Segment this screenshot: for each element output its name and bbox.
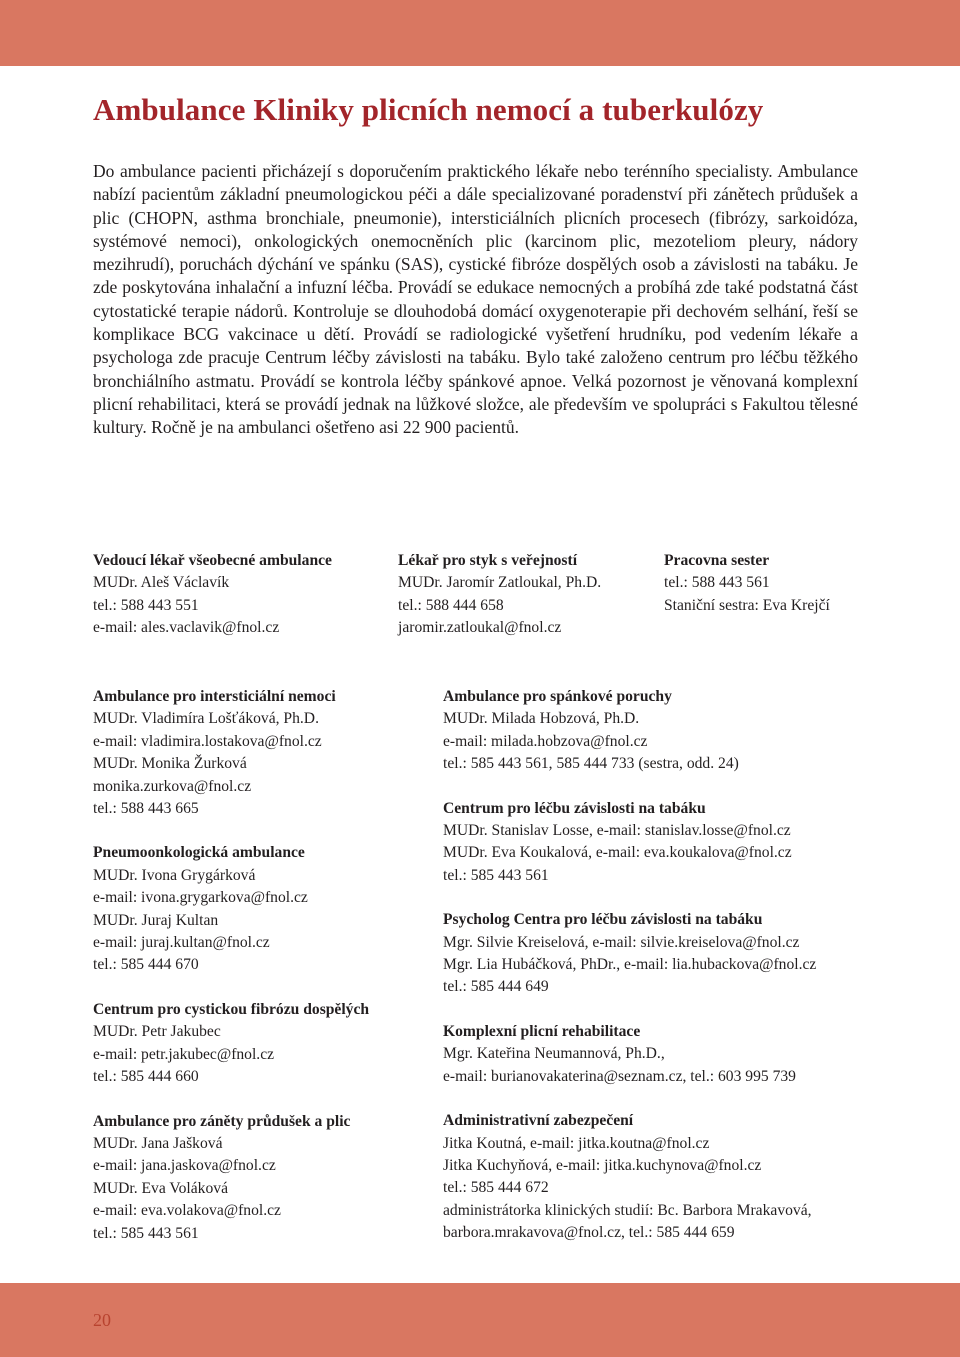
section-heading: Pneumoonkologická ambulance bbox=[93, 844, 305, 862]
page-title: Ambulance Kliniky plicních nemocí a tuberkulózy bbox=[93, 92, 764, 127]
contact-line: tel.: 585 444 660 bbox=[93, 1068, 199, 1086]
contact-name: MUDr. Jaromír Zatloukal, Ph.D. bbox=[398, 574, 602, 592]
section-admin bbox=[443, 1110, 816, 1244]
contact-line: MUDr. Juraj Kultan bbox=[93, 911, 219, 929]
contact-line: Jitka Koutná, e-mail: jitka.koutna@fnol.cz bbox=[443, 1134, 710, 1152]
right-column bbox=[443, 686, 816, 1267]
contact-press-physician bbox=[398, 550, 601, 640]
contact-name: Staniční sestra: Eva Krejčí bbox=[664, 596, 830, 614]
contact-phone: tel.: 588 443 551 bbox=[93, 596, 199, 614]
section-oncology bbox=[93, 842, 369, 976]
section-heading: Ambulance pro intersticiální nemoci bbox=[93, 688, 336, 705]
contact-line: e-mail: ivona.grygarkova@fnol.cz bbox=[93, 889, 308, 907]
contact-line: MUDr. Ivona Grygárková bbox=[93, 866, 256, 884]
contact-line: MUDr. Eva Koukalová, e-mail: eva.koukalova@fnol.cz bbox=[443, 844, 792, 862]
intro-paragraph: Do ambulance pacienti přicházejí s doporučením praktického lékaře nebo terénního specialisty. Ambulance nabízí pacientům základní pneumologickou péči a dále specializované poradenství při zánětech průdušek a plic (CHOPN, asthma bronchiale, pneumonie), intersticiálních plicních procesech (fibrózy, sarkoidóza, systémové nemoci), onkologických onemocněních plic (karcinom plic, mezoteliom pleury, nádory mezihrudí), poruchách dýchání ve spánku (SAS), cystické fibróze dospělých osob a závislosti na tabáku. Je zde poskytována inhalační a infuzní léčba. Provádí se edukace nemocných a probíhá zde také podstatná část cytostatické terapie nádorů. Kontroluje se dlouhodobá domácí oxygenoterapie při dechovém selhání, řeší se komplikace BCG vakcinace u dětí. Provádí se radiologické vyšetření hrudníku, pod vedením lékaře a psychologa zde pracuje Centrum léčby závislosti na tabáku. Bylo také založeno centrum pro léčbu těžkého bronchiálního astmatu. Provádí se kontrola léčby spánkové apnoe. Velká pozornost je věnovaná komplexní plicní rehabilitaci, která se provádí jednak na lůžkové složce, ale především ve spolupráci s Fakultou tělesné kultury. Ročně je na ambulanci ošetřeno asi 22 900 pacientů. bbox=[93, 161, 858, 438]
contact-line: tel.: 585 443 561 bbox=[93, 1224, 199, 1242]
contact-line: tel.: 585 443 561 bbox=[443, 866, 549, 884]
contact-phone: tel.: 588 444 658 bbox=[398, 596, 504, 614]
section-bronchi bbox=[93, 1111, 369, 1245]
contact-line: Mgr. Silvie Kreiselová, e-mail: silvie.kreiselova@fnol.cz bbox=[443, 933, 800, 951]
section-heading: Pracovna sester bbox=[664, 552, 770, 569]
contact-line: e-mail: burianovakaterina@seznam.cz, tel.: 603 995 739 bbox=[443, 1067, 796, 1085]
contact-line: MUDr. Petr Jakubec bbox=[93, 1023, 221, 1041]
section-cystic-fibrosis bbox=[93, 999, 369, 1089]
contact-line: e-mail: jana.jaskova@fnol.cz bbox=[93, 1157, 276, 1175]
contact-head-physician bbox=[93, 550, 332, 640]
contact-line: Jitka Kuchyňová, e-mail: jitka.kuchynova@fnol.cz bbox=[443, 1156, 762, 1174]
contact-email: e-mail: ales.vaclavik@fnol.cz bbox=[93, 619, 280, 637]
contact-line: e-mail: petr.jakubec@fnol.cz bbox=[93, 1045, 275, 1063]
section-heading: Administrativní zabezpečení bbox=[443, 1112, 634, 1130]
section-interstitial bbox=[93, 686, 369, 820]
section-heading: Centrum pro cystickou fibrózu dospělých bbox=[93, 1000, 370, 1018]
section-psychologist bbox=[443, 909, 816, 999]
contact-line: MUDr. Jana Jašková bbox=[93, 1134, 223, 1152]
contact-line: e-mail: vladimira.lostakova@fnol.cz bbox=[93, 732, 322, 750]
section-heading: Komplexní plicní rehabilitace bbox=[443, 1022, 641, 1040]
contact-line: administrátorka klinických studií: Bc. Barbora Mrakavová, bbox=[443, 1201, 812, 1219]
section-heading: Lékař pro styk s veřejností bbox=[398, 552, 578, 569]
top-color-band bbox=[0, 0, 960, 66]
section-heading: Psycholog Centra pro léčbu závislosti na tabáku bbox=[443, 911, 763, 929]
contact-name: MUDr. Aleš Václavík bbox=[93, 574, 230, 592]
bottom-color-band bbox=[0, 1283, 960, 1357]
contact-line: e-mail: eva.volakova@fnol.cz bbox=[93, 1202, 281, 1220]
section-sleep bbox=[443, 686, 816, 776]
contact-line: e-mail: juraj.kultan@fnol.cz bbox=[93, 934, 270, 952]
contact-line: monika.zurkova@fnol.cz bbox=[93, 777, 252, 795]
contact-line: tel.: 585 444 649 bbox=[443, 978, 549, 996]
section-heading: Ambulance pro spánkové poruchy bbox=[443, 688, 672, 705]
contact-email: jaromir.zatloukal@fnol.cz bbox=[398, 619, 562, 637]
page-number: 20 bbox=[93, 1310, 111, 1330]
contact-line: barbora.mrakavova@fnol.cz, tel.: 585 444 659 bbox=[443, 1224, 735, 1242]
section-tobacco bbox=[443, 798, 816, 888]
contact-line: tel.: 585 443 561, 585 444 733 (sestra, odd. 24) bbox=[443, 755, 739, 773]
contact-line: tel.: 588 443 665 bbox=[93, 800, 199, 818]
section-heading: Ambulance pro záněty průdušek a plic bbox=[93, 1112, 351, 1130]
contact-line: MUDr. Vladimíra Lošťáková, Ph.D. bbox=[93, 710, 319, 728]
left-column bbox=[93, 686, 369, 1267]
contact-line: MUDr. Milada Hobzová, Ph.D. bbox=[443, 710, 640, 728]
contact-line: MUDr. Stanislav Losse, e-mail: stanislav.losse@fnol.cz bbox=[443, 822, 791, 840]
section-heading: Vedoucí lékař všeobecné ambulance bbox=[93, 552, 332, 569]
section-rehab bbox=[443, 1021, 816, 1088]
contact-line: tel.: 585 444 670 bbox=[93, 956, 199, 974]
contact-line: MUDr. Eva Voláková bbox=[93, 1179, 228, 1197]
contact-nurses-office bbox=[664, 550, 830, 617]
contact-line: e-mail: milada.hobzova@fnol.cz bbox=[443, 732, 648, 750]
contact-line: Mgr. Lia Hubáčková, PhDr., e-mail: lia.hubackova@fnol.cz bbox=[443, 956, 817, 974]
contact-line: MUDr. Monika Žurková bbox=[93, 755, 247, 773]
contact-line: Mgr. Kateřina Neumannová, Ph.D., bbox=[443, 1045, 665, 1063]
contact-phone: tel.: 588 443 561 bbox=[664, 574, 770, 592]
contact-line: tel.: 585 444 672 bbox=[443, 1179, 549, 1197]
section-heading: Centrum pro léčbu závislosti na tabáku bbox=[443, 799, 706, 817]
